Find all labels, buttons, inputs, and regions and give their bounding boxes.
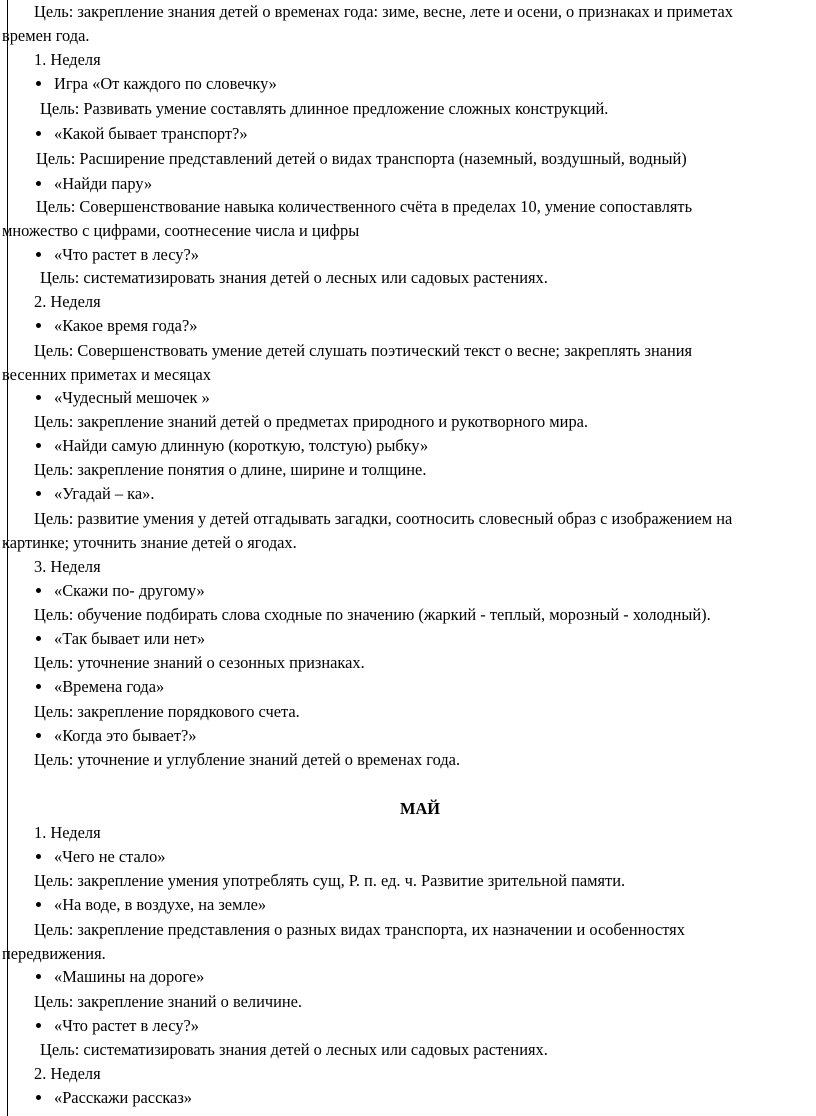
- game-goal: Цель: систематизировать знания детей о лесных или садовых растениях.: [40, 1040, 548, 1059]
- game-goal: Цель: Совершенствовать умение детей слушать поэтический текст о весне; закреплять знания: [34, 341, 693, 360]
- game-goal: Цель: развитие умения у детей отгадывать загадки, соотносить словесный образ с изображением на: [34, 509, 733, 528]
- game-title: «На воде, в воздухе, на земле»: [54, 895, 267, 914]
- game-title: «Расскажи рассказ»: [54, 1088, 192, 1107]
- intro-goal-line-2: времен года.: [2, 26, 90, 45]
- game-goal: Цель: Совершенствование навыка количественного счёта в пределах 10, умение сопоставлять: [36, 197, 693, 216]
- bullet-icon: [36, 636, 41, 641]
- game-title: «Какой бывает транспорт?»: [54, 124, 248, 143]
- game-goal: Цель: закрепление понятия о длине, ширине и толщине.: [34, 460, 427, 479]
- game-title: «Найди самую длинную (короткую, толстую) рыбку»: [54, 436, 429, 455]
- bullet-icon: [36, 684, 41, 689]
- bullet-icon: [36, 131, 41, 136]
- game-goal: весенних приметах и месяцах: [2, 365, 211, 384]
- bullet-icon: [36, 252, 41, 257]
- game-title: «Скажи по- другому»: [54, 581, 205, 600]
- game-goal: Цель: закрепление умения употреблять сущ, Р. п. ед. ч. Развитие зрительной памяти.: [34, 871, 626, 890]
- week-heading: 2. Неделя: [34, 1064, 101, 1083]
- bullet-icon: [36, 81, 41, 86]
- game-title: Игра «От каждого по словечку»: [54, 74, 277, 93]
- month-heading: МАЙ: [400, 799, 441, 818]
- game-title: «Угадай – ка».: [54, 484, 155, 503]
- game-goal: Цель: уточнение знаний о сезонных признаках.: [34, 653, 365, 672]
- game-goal: Цель: закрепление знаний детей о предметах природного и рукотворного мира.: [34, 412, 589, 431]
- bullet-icon: [36, 323, 41, 328]
- bullet-icon: [36, 974, 41, 979]
- game-goal: Цель: закрепление знаний о величине.: [34, 992, 302, 1011]
- bullet-icon: [36, 491, 41, 496]
- game-title: «Какое время года?»: [54, 316, 198, 335]
- game-goal: Цель: систематизировать знания детей о лесных или садовых растениях.: [40, 268, 548, 287]
- week-heading: 2. Неделя: [34, 292, 101, 311]
- week-heading: 1. Неделя: [34, 823, 101, 842]
- game-title: «Чудесный мешочек »: [54, 388, 210, 407]
- game-goal: Цель: обучение подбирать слова сходные по значению (жаркий - теплый, морозный - холодный).: [34, 605, 711, 624]
- game-goal: Цель: уточнение и углубление знаний детей о временах года.: [34, 750, 461, 769]
- game-goal: множество с цифрами, соотнесение числа и цифры: [2, 221, 360, 240]
- game-title: «Найди пару»: [54, 174, 153, 193]
- game-title: «Когда это бывает?»: [54, 726, 197, 745]
- game-goal: Цель: Развивать умение составлять длинное предложение сложных конструкций.: [40, 99, 609, 118]
- game-goal: Цель: Расширение представлений детей о видах транспорта (наземный, воздушный, водный): [36, 149, 687, 168]
- bullet-icon: [36, 733, 41, 738]
- game-title: «Что растет в лесу?»: [54, 1016, 199, 1035]
- game-goal: картинке; уточнить знание детей о ягодах.: [2, 533, 297, 552]
- bullet-icon: [36, 443, 41, 448]
- game-title: «Что растет в лесу?»: [54, 245, 199, 264]
- bullet-icon: [36, 1023, 41, 1028]
- bullet-icon: [36, 181, 41, 186]
- game-title: «Машины на дороге»: [54, 967, 205, 986]
- bullet-icon: [36, 395, 41, 400]
- game-goal: передвижения.: [2, 944, 106, 963]
- intro-goal-line-1: Цель: закрепление знания детей о временах года: зиме, весне, лете и осени, о признаках и приметах: [34, 2, 733, 21]
- game-title: «Времена года»: [54, 677, 165, 696]
- bullet-icon: [36, 854, 41, 859]
- game-goal: Цель: закрепление представления о разных видах транспорта, их назначении и особенностях: [34, 920, 685, 939]
- week-heading: 1. Неделя: [34, 50, 101, 69]
- game-title: «Чего не стало»: [54, 847, 166, 866]
- bullet-icon: [36, 1095, 41, 1100]
- bullet-icon: [36, 588, 41, 593]
- game-title: «Так бывает или нет»: [54, 629, 206, 648]
- bullet-icon: [36, 902, 41, 907]
- game-goal: Цель: закрепление порядкового счета.: [34, 702, 300, 721]
- week-heading: 3. Неделя: [34, 557, 101, 576]
